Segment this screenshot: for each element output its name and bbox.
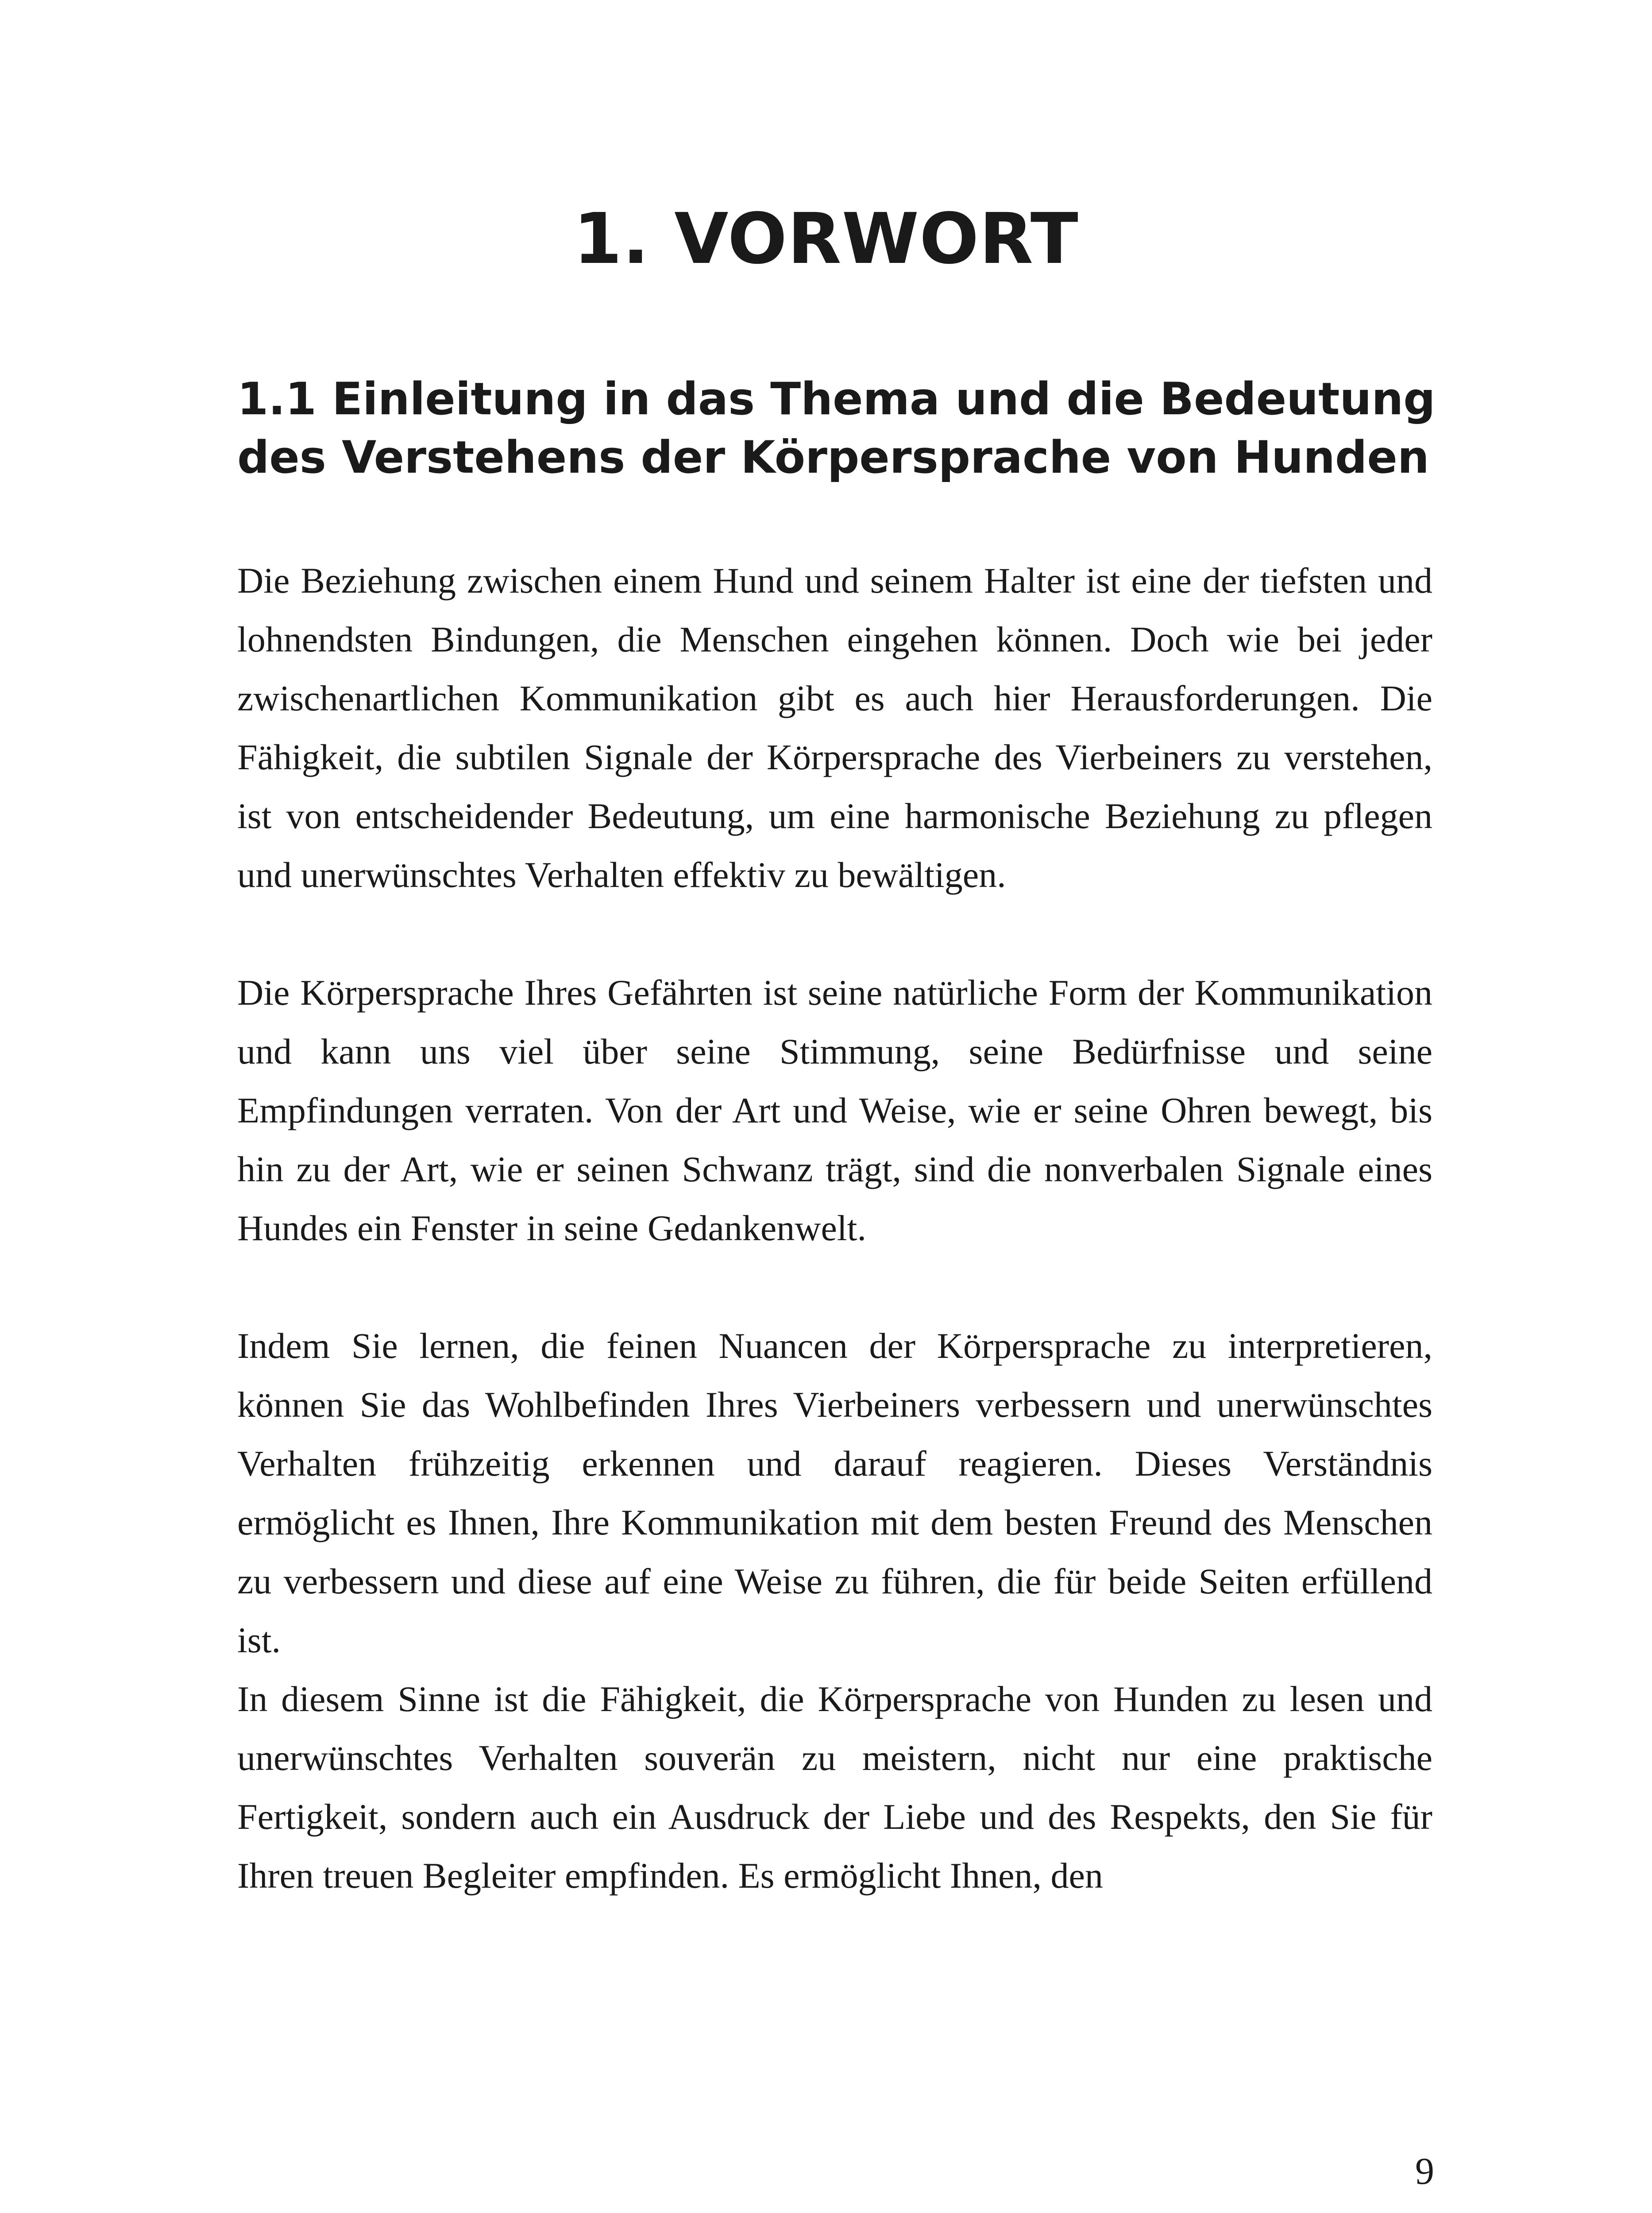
paragraph-3: Indem Sie lernen, die feinen Nuancen der Körpersprache zu interpretieren, können Sie das Wohlbefinden Ihres Vierbeiners verbessern und unerwünschtes Verhalten frühzeitig erkennen und darauf reagieren. Dieses Verständnis ermöglicht es Ihnen, Ihre Kommunikation mit dem besten Freund des Menschen zu verbessern und diese auf eine Weise zu führen, die für beide Seiten erfüllend ist.	[237, 1326, 1432, 1660]
chapter-title: 1. VORWORT	[573, 198, 1079, 280]
paragraph-1: Die Beziehung zwischen einem Hund und seinem Halter ist eine der tiefsten und lohnendsten Bindungen, die Menschen eingehen können. Doch wie bei jeder zwischenartlichen Kommunikation gibt es auch hier Herausforderungen. Die Fähigkeit, die subtilen Signale der Körpersprache des Vierbeiners zu verstehen, ist von entscheidender Bedeutung, um eine harmonische Beziehung zu pflegen und unerwünschtes Verhalten effektiv zu bewältigen.	[237, 560, 1432, 895]
paragraph-4: In diesem Sinne ist die Fähigkeit, die Körpersprache von Hunden zu lesen und unerwünschtes Verhalten souverän zu meistern, nicht nur eine praktische Fertigkeit, sondern auch ein Ausdruck der Liebe und des Respekts, den Sie für Ihren treuen Begleiter empfinden. Es ermöglicht Ihnen, den	[237, 1679, 1432, 1896]
body-text	[237, 551, 1432, 1905]
paragraph-2: Die Körpersprache Ihres Gefährten ist seine natürliche Form der Kommunikation und kann uns viel über seine Stimmung, seine Bedürfnisse und seine Empfindungen verraten. Von der Art und Weise, wie er seine Ohren bewegt, bis hin zu der Art, wie er seinen Schwanz trägt, sind die nonverbalen Signale eines Hundes ein Fenster in seine Gedankenwelt.	[237, 972, 1432, 1248]
page-number: 9	[1415, 2150, 1434, 2192]
section-title: 1.1 Einleitung in das Thema und die Bedeutung des Verstehens der Körpersprache von Hunden	[237, 373, 1436, 483]
